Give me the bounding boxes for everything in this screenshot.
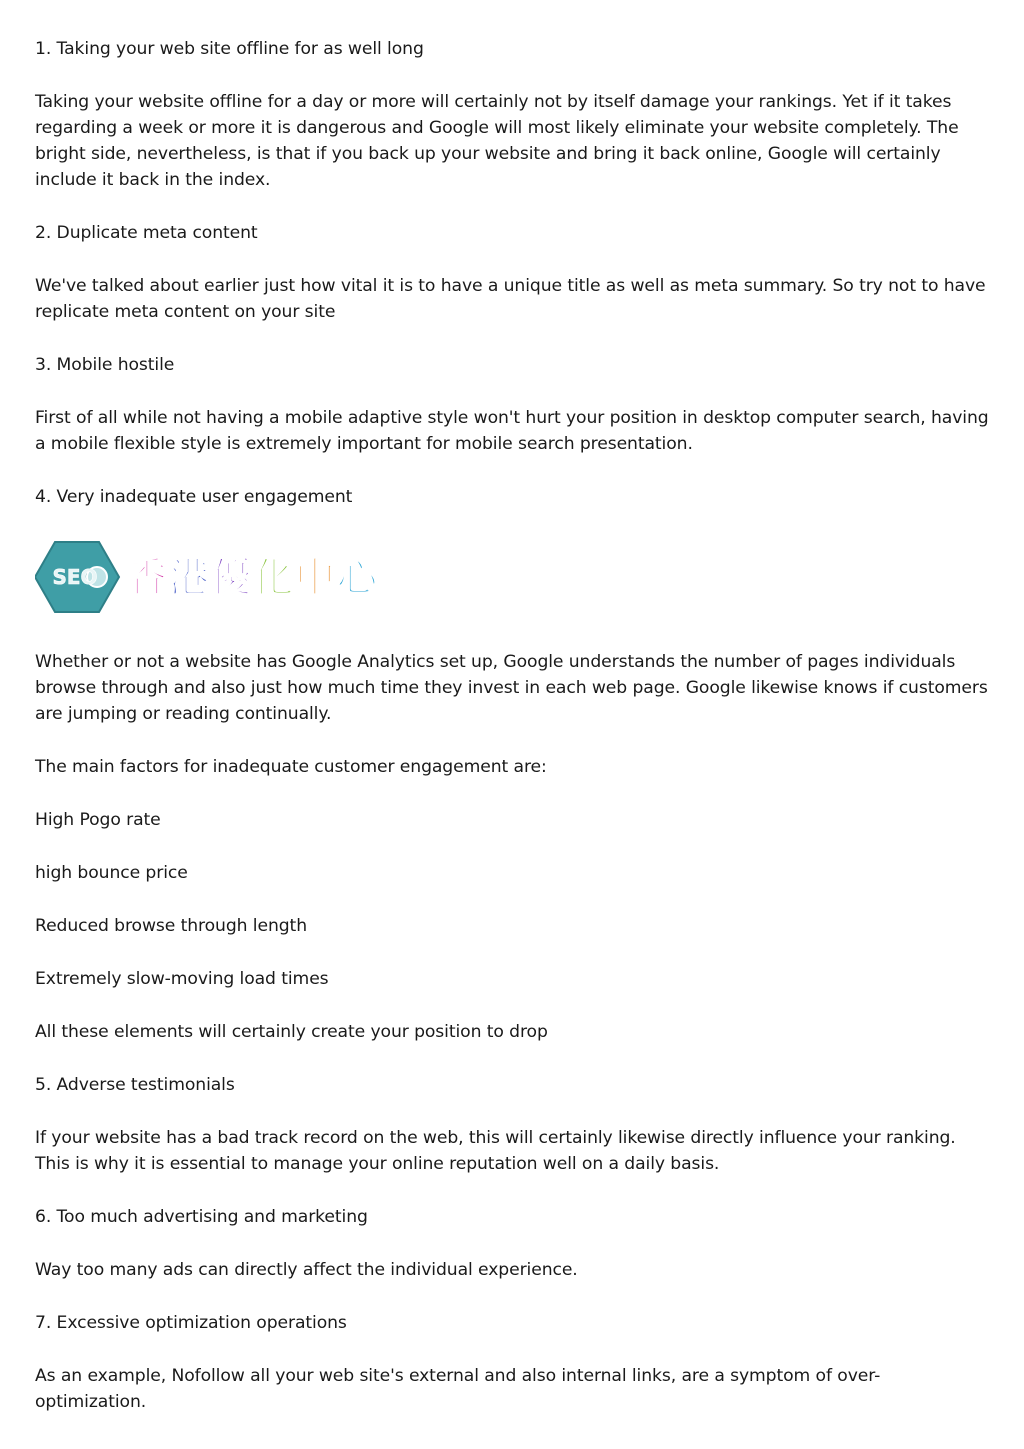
- factor-pogo-rate: High Pogo rate: [35, 810, 161, 830]
- factor-visit-length: Reduced browse through length: [35, 916, 307, 936]
- factor-load-times: Extremely slow-moving load times: [35, 969, 329, 989]
- paragraph-nofollow: As an example, Nofollow all your web site's external and also internal links, are a symptom of over-optimization.: [35, 1366, 881, 1412]
- paragraph-analytics: Whether or not a website has Google Analytics set up, Google understands the number of pages individuals browse through and also just how much time they invest in each web page. Google likewise knows if customers are jumping or reading continually.: [35, 652, 988, 724]
- seo-logo-image: [35, 537, 990, 617]
- paragraph-offline: Taking your website offline for a day or more will certainly not by itself damage your rankings. Yet if it takes regarding a week or more it is dangerous and Google will most likely eliminate your website completely. The bright side, nevertheless, is that if you back up your website and bring it back online, Google will certainly include it back in the index.: [35, 92, 959, 190]
- heading-6: 6. Too much advertising and marketing: [35, 1207, 368, 1227]
- logo-title: [127, 555, 379, 601]
- paragraph-mobile: First of all while not having a mobile adaptive style won't hurt your position in desktop computer search, having a mobile flexible style is extremely important for mobile search presentation.: [35, 408, 989, 454]
- heading-1: 1. Taking your web site offline for as well long: [35, 39, 424, 59]
- paragraph-reviews: If your website has a bad track record on the web, this will certainly likewise directly influence your ranking. This is why it is essential to manage your online reputation well on a daily basis.: [35, 1128, 956, 1174]
- document-page: [35, 36, 990, 1442]
- heading-7: 7. Excessive optimization operations: [35, 1313, 347, 1333]
- factor-bounce: high bounce price: [35, 863, 188, 883]
- heading-3: 3. Mobile hostile: [35, 355, 175, 375]
- seo-logo-graphic: [35, 537, 380, 617]
- paragraph-duplicate-meta: We've talked about earlier just how vital it is to have a unique title as well as meta summary. So try not to have replicate meta content on your site: [35, 276, 986, 322]
- logo-title-char: 心: [337, 555, 377, 601]
- heading-5: 5. Adverse testimonials: [35, 1075, 235, 1095]
- seo-badge-text: SEO: [52, 565, 98, 589]
- paragraph-main-factors: The main factors for inadequate customer engagement are:: [35, 757, 547, 777]
- logo-title-char: 香: [127, 555, 167, 601]
- heading-2: 2. Duplicate meta content: [35, 223, 258, 243]
- logo-title-char: 中: [295, 555, 335, 601]
- paragraph-drop: All these elements will certainly create your position to drop: [35, 1022, 548, 1042]
- heading-4: 4. Very inadequate user engagement: [35, 487, 353, 507]
- logo-title-char: 優: [211, 555, 251, 601]
- logo-title-char: 化: [253, 555, 293, 601]
- logo-title-char: 港: [169, 555, 209, 601]
- paragraph-ads: Way too many ads can directly affect the individual experience.: [35, 1260, 578, 1280]
